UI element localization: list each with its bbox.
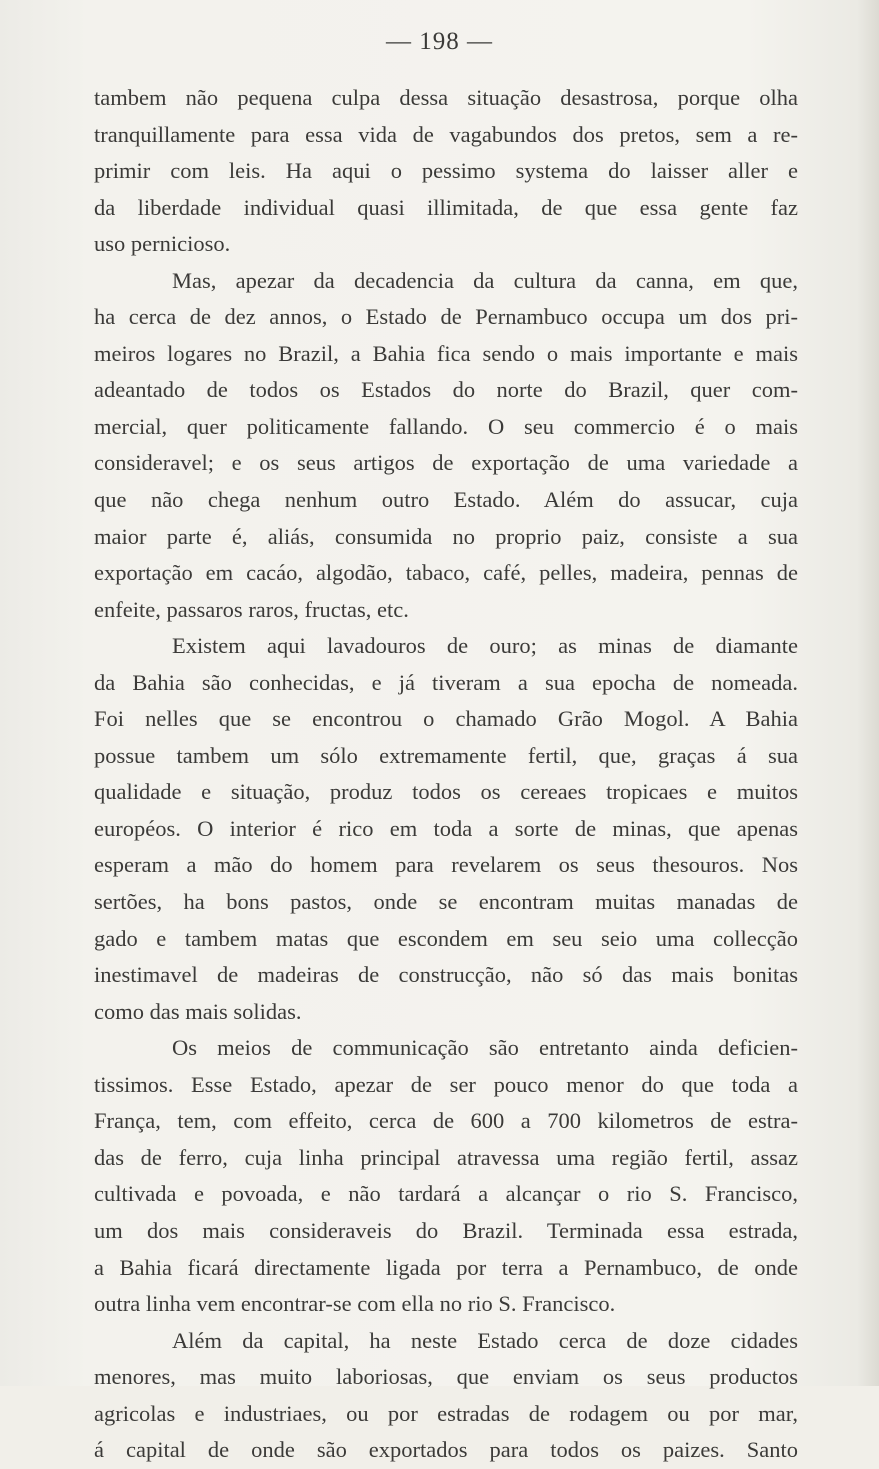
page-edge-shadow	[857, 0, 879, 1386]
text-line: cultivada e povoada, e não tardará a alcançar o rio S. Francisco,	[94, 1181, 798, 1207]
text-line: exportação em cacáo, algodão, tabaco, café, pelles, madeira, pennas de	[94, 560, 798, 586]
text-line: a Bahia ficará directamente ligada por terra a Pernambuco, de onde	[94, 1254, 798, 1280]
text-line: outra linha vem encontrar-se com ella no rio S. Francisco.	[94, 1291, 616, 1317]
text-line: consideravel; e os seus artigos de exportação de uma variedade a	[94, 450, 798, 476]
text-line: meiros logares no Brazil, a Bahia fica sendo o mais importante e mais	[94, 340, 798, 366]
text-line: gado e tambem matas que escondem em seu seio uma collecção	[94, 925, 798, 951]
text-line: ha cerca de dez annos, o Estado de Pernambuco occupa um dos pri-	[94, 304, 798, 330]
text-line: tissimos. Esse Estado, apezar de ser pouco menor do que toda a	[94, 1071, 798, 1097]
text-line: Foi nelles que se encontrou o chamado Grão Mogol. A Bahia	[94, 706, 798, 732]
text-line: inestimavel de madeiras de construcção, não só das mais bonitas	[94, 962, 798, 988]
text-line: como das mais solidas.	[94, 998, 302, 1024]
text-line: França, tem, com effeito, cerca de 600 a 700 kilometros de estra-	[94, 1108, 798, 1134]
text-line: européos. O interior é rico em toda a sorte de minas, que apenas	[94, 815, 798, 841]
text-line: da liberdade individual quasi illimitada, de que essa gente faz	[94, 194, 798, 220]
page-number: — 198 —	[386, 28, 493, 55]
text-line: qualidade e situação, produz todos os cereaes tropicaes e muitos	[94, 779, 798, 805]
text-line: adeantado de todos os Estados do norte do Brazil, quer com-	[94, 377, 798, 403]
text-line: Os meios de communicação são entretanto ainda deficien-	[172, 1035, 798, 1061]
text-line: menores, mas muito laboriosas, que enviam os seus productos	[94, 1364, 798, 1390]
text-line: mercial, quer politicamente fallando. O seu commercio é o mais	[94, 413, 798, 439]
text-line: sertões, ha bons pastos, onde se encontram muitas manadas de	[94, 889, 798, 915]
text-line: primir com leis. Ha aqui o pessimo systema do laisser aller e	[94, 158, 798, 184]
text-line: tambem não pequena culpa dessa situação desastrosa, porque olha	[94, 85, 798, 110]
text-line: possue tambem um sólo extremamente fertil, que, graças á sua	[94, 742, 798, 768]
text-line: maior parte é, aliás, consumida no proprio paiz, consiste a sua	[94, 523, 798, 549]
text-line: um dos mais consideraveis do Brazil. Terminada essa estrada,	[94, 1217, 798, 1243]
text-line: enfeite, passaros raros, fructas, etc.	[94, 596, 409, 622]
text-line: que não chega nenhum outro Estado. Além do assucar, cuja	[94, 487, 798, 513]
text-line: tranquillamente para essa vida de vagabundos dos pretos, sem a re-	[94, 121, 798, 147]
text-line: esperam a mão do homem para revelarem os seus thesouros. Nos	[94, 852, 798, 878]
text-line: Mas, apezar da decadencia da cultura da canna, em que,	[172, 267, 798, 293]
text-line: á capital de onde são exportados para todos os paizes. Santo	[94, 1437, 798, 1463]
body-text	[94, 80, 798, 1469]
text-line: uso pernicioso.	[94, 231, 231, 257]
text-line: agricolas e industriaes, ou por estradas de rodagem ou por mar,	[94, 1400, 798, 1426]
text-line: das de ferro, cuja linha principal atravessa uma região fertil, assaz	[94, 1144, 798, 1170]
text-line: Existem aqui lavadouros de ouro; as minas de diamante	[172, 633, 798, 659]
text-line: Além da capital, ha neste Estado cerca de doze cidades	[172, 1327, 798, 1353]
text-line: da Bahia são conhecidas, e já tiveram a sua epocha de nomeada.	[94, 669, 798, 695]
